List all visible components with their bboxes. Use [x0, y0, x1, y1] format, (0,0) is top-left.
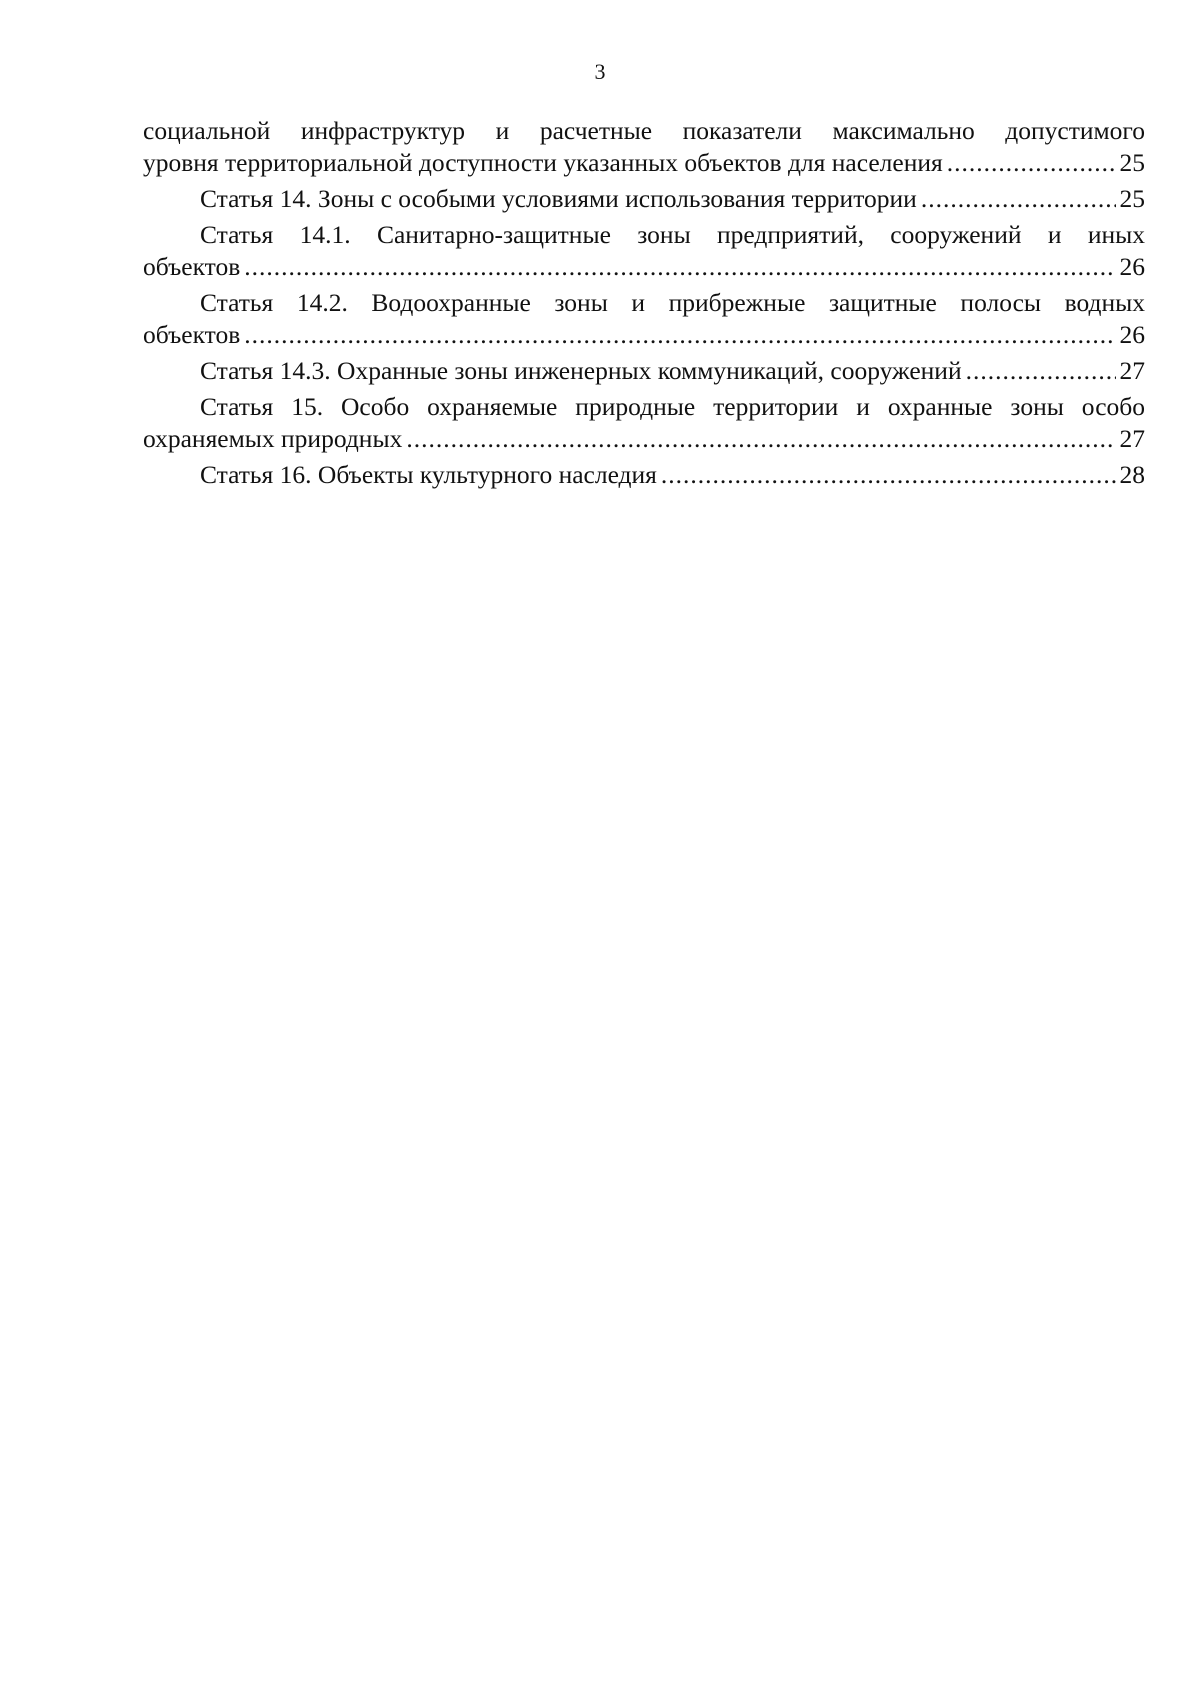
toc-entry-last-line [143, 319, 1145, 351]
toc-entry-last-line [143, 147, 1145, 179]
toc-entry-text: Статья 14.2. Водоохранные зоны и прибрежные защитные полосы водных [200, 288, 1145, 317]
toc-entry-text: Статья 14.1. Санитарно-защитные зоны предприятий, сооружений и иных [200, 220, 1145, 249]
toc-entry-text: Статья 14. Зоны с особыми условиями использования территории [200, 184, 917, 213]
toc-entry-last-line [143, 183, 1145, 215]
toc-entry-last-line [143, 459, 1145, 491]
toc-page-number: 26 [1119, 252, 1145, 281]
dot-leader [921, 183, 1116, 215]
toc-page-number: 27 [1119, 356, 1145, 385]
toc-entry-text: Статья 15. Особо охраняемые природные территории и охранные зоны особо [200, 392, 1145, 421]
toc-entry[interactable] [143, 183, 1145, 215]
toc-entry-last-line [143, 355, 1145, 387]
toc-entry-text: Статья 14.3. Охранные зоны инженерных коммуникаций, сооружений [200, 356, 962, 385]
table-of-contents [143, 115, 1145, 495]
toc-entry[interactable] [143, 219, 1145, 283]
toc-entry-text: объектов [143, 252, 241, 281]
toc-entry[interactable] [143, 115, 1145, 179]
dot-leader [661, 459, 1116, 491]
dot-leader [244, 251, 1115, 283]
toc-entry-text: Статья 16. Объекты культурного наследия [200, 460, 657, 489]
toc-page-number: 25 [1119, 184, 1145, 213]
toc-entry-last-line [143, 251, 1145, 283]
toc-entry[interactable] [143, 287, 1145, 351]
toc-entry[interactable] [143, 355, 1145, 387]
toc-entry-text: объектов [143, 320, 241, 349]
toc-entry[interactable] [143, 459, 1145, 491]
toc-page-number: 26 [1119, 320, 1145, 349]
toc-entry-text: охраняемых природных [143, 424, 403, 453]
toc-entry-text: социальной инфраструктур и расчетные показатели максимально допустимого [143, 116, 1145, 145]
toc-entry-text: уровня территориальной доступности указанных объектов для населения [143, 148, 943, 177]
dot-leader [406, 423, 1115, 455]
toc-page-number: 25 [1119, 148, 1145, 177]
toc-entry-last-line [143, 423, 1145, 455]
toc-page-number: 27 [1119, 424, 1145, 453]
toc-page-number: 28 [1119, 460, 1145, 489]
dot-leader [244, 319, 1115, 351]
dot-leader [947, 147, 1116, 179]
page-number: 3 [594, 59, 606, 84]
dot-leader [966, 355, 1116, 387]
toc-entry[interactable] [143, 391, 1145, 455]
